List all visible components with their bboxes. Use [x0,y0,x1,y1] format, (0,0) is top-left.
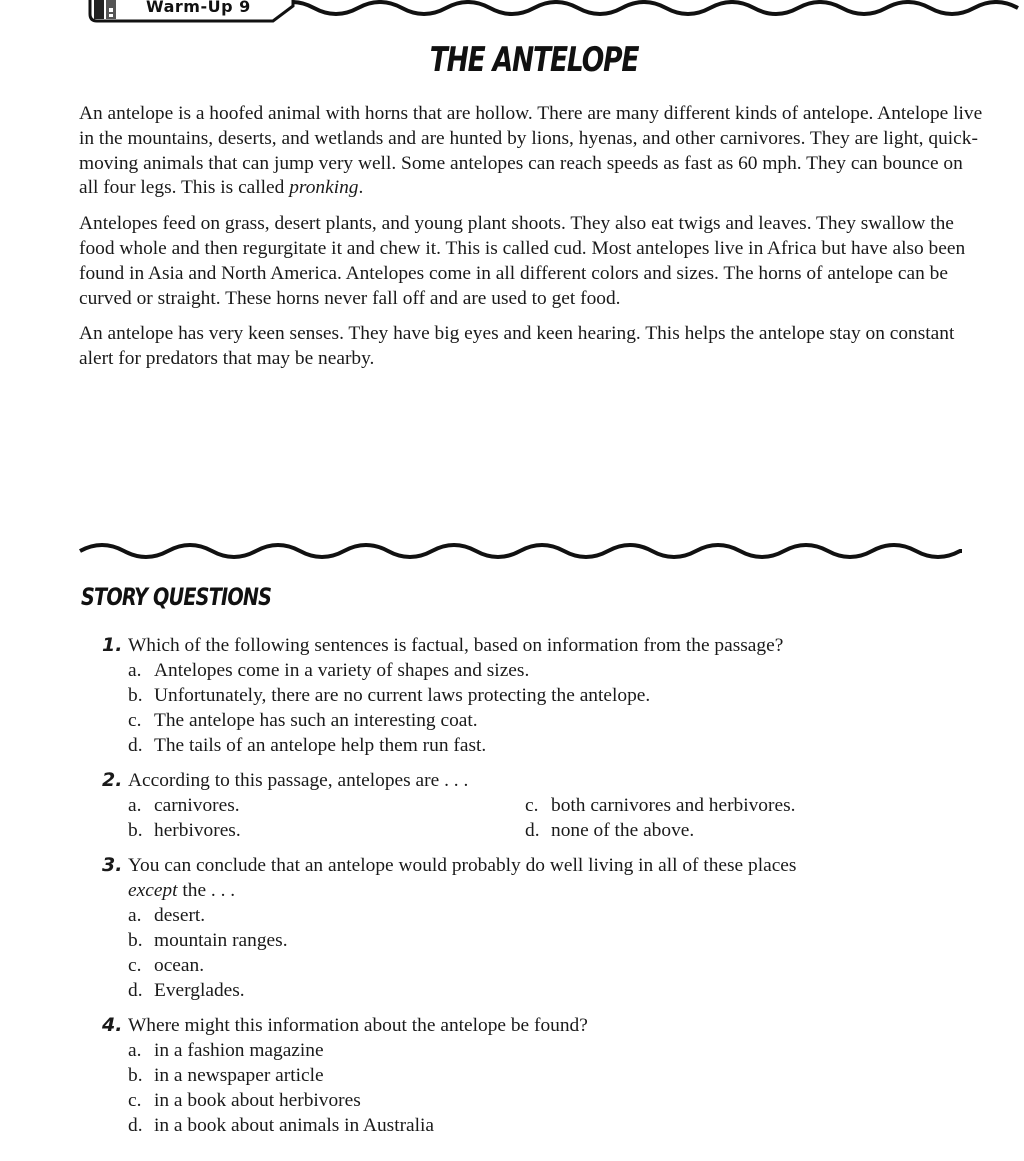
question-2 [100,768,980,843]
question-text: According to this passage, antelopes are . . . [128,770,469,791]
question-text: You can conclude that an antelope would probably do well living in all of these places except the . . . [128,855,797,901]
option-item[interactable]: d. Everglades. [128,980,245,1001]
option-item[interactable]: d. none of the above. [525,820,695,841]
option-item[interactable]: b. in a newspaper article [128,1065,324,1086]
passage [79,102,984,383]
question-list [100,633,980,1148]
question-3 [100,853,980,1003]
page-title: THE ANTELOPE [429,40,639,80]
warm-up-tab [88,0,298,24]
option-item[interactable]: a. Antelopes come in a variety of shapes and sizes. [128,660,530,681]
option-item[interactable]: b. mountain ranges. [128,930,288,951]
option-item[interactable]: b. herbivores. [128,820,241,841]
option-item[interactable]: a. in a fashion magazine [128,1040,324,1061]
question-4 [100,1013,980,1138]
option-list [128,903,980,1003]
section-wave-divider [0,538,1024,564]
option-list [128,1038,980,1138]
option-item[interactable]: a. carnivores. [128,795,240,816]
option-item[interactable]: a. desert. [128,905,206,926]
passage-paragraph: An antelope has very keen senses. They have big eyes and keen hearing. This helps the antelope stay on constant alert for predators that may be nearby. [79,323,955,370]
option-item[interactable]: c. in a book about herbivores [128,1090,361,1111]
option-item[interactable]: c. The antelope has such an interesting coat. [128,710,478,731]
emphasis-word: except [128,880,178,901]
section-title: STORY QUESTIONS [81,583,272,611]
passage-paragraph: Antelopes feed on grass, desert plants, and young plant shoots. They also eat twigs and leaves. They swallow the food whole and then regurgitate it and chew it. This is called cud. Most antelopes live in Africa but have also been found in Asia and North America. Antelopes come in all different colors and sizes. The horns of antelope can be curved or straight. These horns never fall off and are used to get food. [79,213,966,309]
question-number: 3. [102,854,123,876]
option-item[interactable]: c. ocean. [128,955,205,976]
passage-paragraph: An antelope is a hoofed animal with horns that are hollow. There are many different kinds of antelope. Antelope live in the mountains, deserts, and wetlands and are hunted by lions, hyenas, and other carnivores. They are light, quick-moving animals that can jump very well. Some antelopes can reach speeds as fast as 60 mph. They can bounce on all four legs. This is called pronking. [79,103,983,199]
option-item[interactable]: d. The tails of an antelope help them run fast. [128,735,487,756]
question-1 [100,633,980,758]
option-item[interactable]: b. Unfortunately, there are no current laws protecting the antelope. [128,685,651,706]
question-number: 1. [102,634,123,656]
question-number: 4. [102,1014,123,1036]
option-item[interactable]: c. both carnivores and herbivores. [525,795,796,816]
emphasis-word: pronking [289,177,359,199]
option-item[interactable]: d. in a book about animals in Australia [128,1115,435,1136]
option-list [128,658,980,758]
option-list [128,793,980,843]
question-number: 2. [102,769,123,791]
warm-up-label: Warm-Up 9 [146,0,251,16]
question-text: Where might this information about the antelope be found? [128,1015,588,1036]
question-text: Which of the following sentences is factual, based on information from the passage? [128,635,784,656]
